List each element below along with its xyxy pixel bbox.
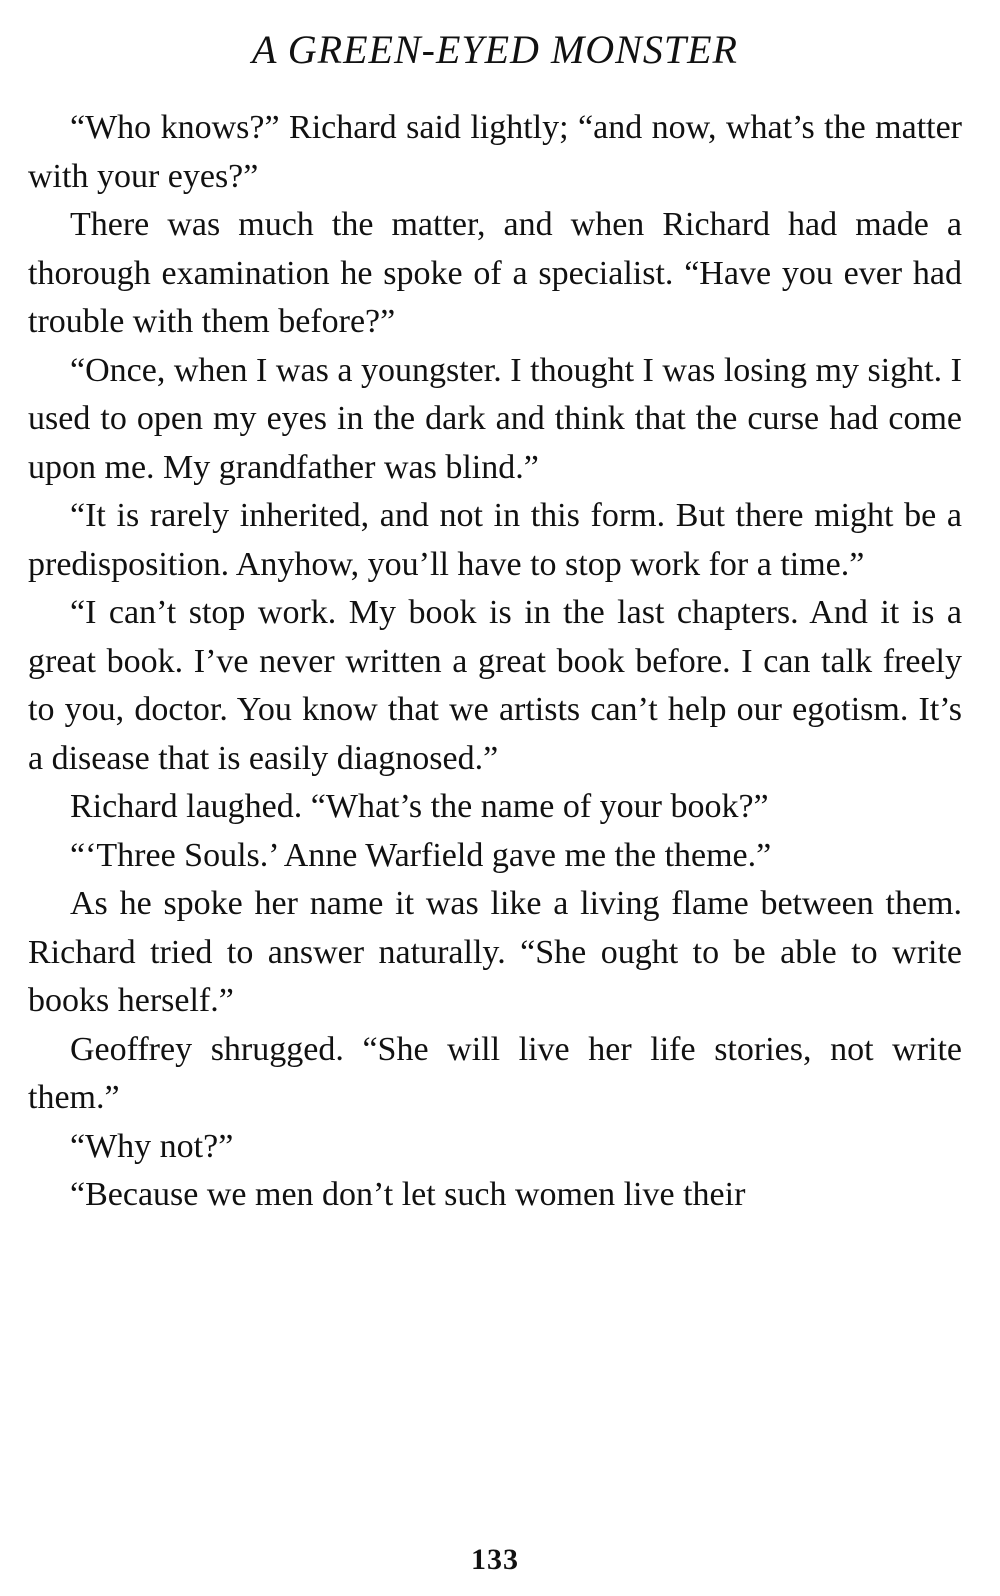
- paragraph: Geoffrey shrugged. “She will live her life stories, not write them.”: [28, 1030, 962, 1116]
- paragraph: Richard laughed. “What’s the name of your book?”: [70, 788, 769, 825]
- paragraph: As he spoke her name it was like a living flame between them. Richard tried to answer naturally. “She ought to be able to write books herself.”: [28, 885, 962, 1019]
- paragraph: “Once, when I was a youngster. I thought I was losing my sight. I used to open my eyes in the dark and think that the curse had come upon me. My grandfather was blind.”: [28, 351, 962, 486]
- paragraph: “It is rarely inherited, and not in this form. But there might be a predisposition. Anyhow, you’ll have to stop work for a time.”: [28, 497, 962, 583]
- paragraph: “‘Three Souls.’ Anne Warfield gave me the theme.”: [70, 836, 772, 874]
- paragraph: “I can’t stop work. My book is in the last chapters. And it is a great book. I’ve never written a great book before. I can talk freely to you, doctor. You know that we artists can’t help our egotism. It’s a disease that is easily diagnosed.”: [28, 594, 962, 777]
- body-text: [28, 104, 962, 1220]
- paragraph: “Because we men don’t let such women live their: [70, 1176, 746, 1213]
- paragraph: “Why not?”: [70, 1127, 234, 1165]
- book-page: [28, 0, 962, 1596]
- paragraph: “Who knows?” Richard said lightly; “and now, what’s the matter with your eyes?”: [28, 109, 962, 195]
- running-head: A GREEN-EYED MONSTER: [252, 27, 738, 72]
- paragraph: There was much the matter, and when Richard had made a thorough examination he spoke of a specialist. “Have you ever had trouble with them before?”: [28, 206, 962, 340]
- page-number: 133: [471, 1543, 519, 1576]
